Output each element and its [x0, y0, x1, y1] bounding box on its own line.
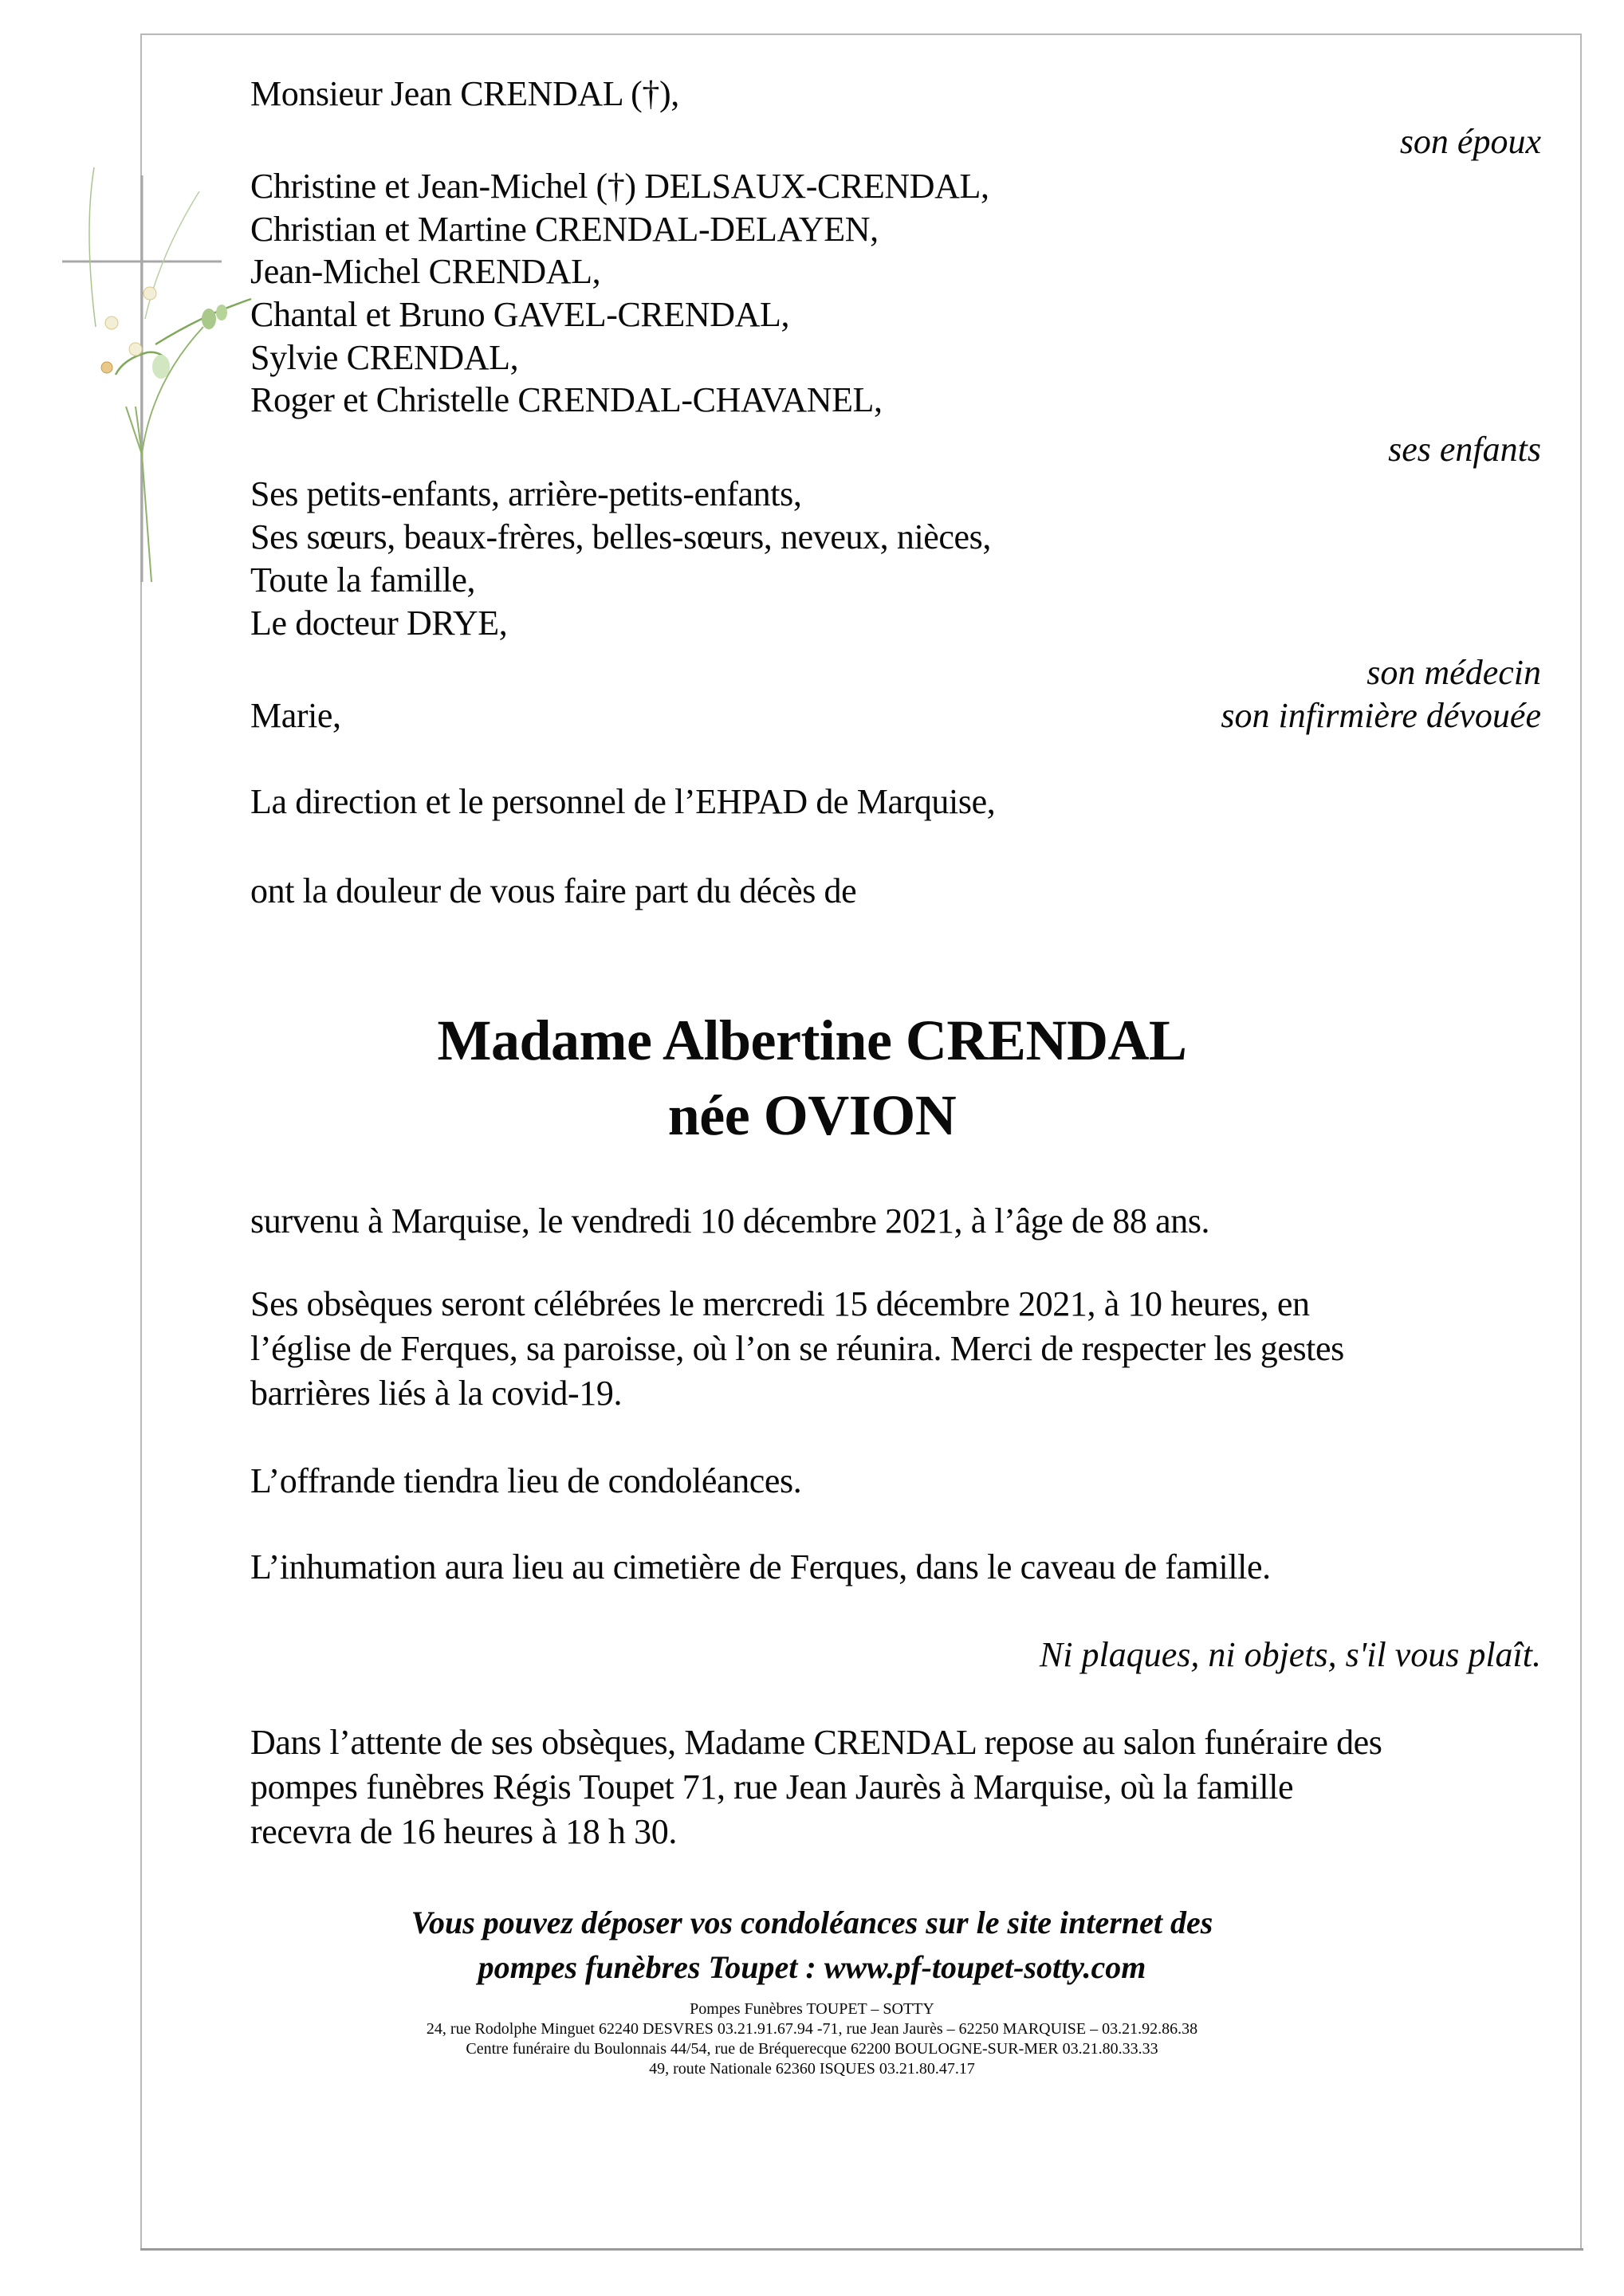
nurse-role: son infirmière dévouée	[1221, 696, 1541, 735]
footer-address: Centre funéraire du Boulonnais 44/54, rue de Bréquerecque 62200 BOULOGNE-SUR-MER 03.21.80.33.33	[466, 2040, 1158, 2058]
children-role: ses enfants	[1388, 430, 1541, 469]
viewing-line: pompes funèbres Régis Toupet 71, rue Jean Jaurès à Marquise, où la famille	[250, 1767, 1294, 1807]
announcement-line: ont la douleur de vous faire part du décès de	[250, 871, 857, 910]
viewing-line: recevra de 16 heures à 18 h 30.	[250, 1812, 677, 1851]
footer-address: 49, route Nationale 62360 ISQUES 03.21.80.47.17	[649, 2060, 975, 2078]
funeral-line: Ses obsèques seront célébrées le mercredi 15 décembre 2021, à 10 heures, en	[250, 1284, 1310, 1323]
child-line: Christian et Martine CRENDAL-DELAYEN,	[250, 210, 879, 249]
doctor-role: son médecin	[1366, 653, 1541, 692]
stem	[145, 191, 199, 319]
frame-bottom-rule	[140, 2248, 1583, 2251]
leaf	[152, 355, 170, 379]
viewing-line: Dans l’attente de ses obsèques, Madame CRENDAL repose au salon funéraire des	[250, 1723, 1382, 1762]
child-line: Sylvie CRENDAL,	[250, 338, 519, 377]
funeral-line: barrières liés à la covid-19.	[250, 1374, 623, 1413]
death-details: survenu à Marquise, le vendredi 10 décembre 2021, à l’âge de 88 ans.	[250, 1201, 1210, 1240]
child-line: Jean-Michel CRENDAL,	[250, 252, 601, 291]
relatives-line: Toute la famille,	[250, 560, 476, 600]
spouse-name: Monsieur Jean CRENDAL (†),	[250, 74, 679, 113]
stem	[89, 167, 96, 327]
leaf	[216, 305, 227, 320]
offering-line: L’offrande tiendra lieu de condoléances.	[250, 1461, 802, 1500]
flower	[101, 362, 112, 373]
flower	[129, 343, 142, 356]
child-line: Roger et Christelle CRENDAL-CHAVANEL,	[250, 380, 883, 419]
funeral-line: l’église de Ferques, sa paroisse, où l’on se réunira. Merci de respecter les gestes	[250, 1329, 1344, 1368]
flower	[105, 316, 118, 329]
nurse-name: Marie,	[250, 696, 341, 735]
footer-address: 24, rue Rodolphe Minguet 62240 DESVRES 03.21.91.67.94 -71, rue Jean Jaurès – 62250 MARQUISE – 03.21.92.86.38	[426, 2020, 1198, 2038]
condolences-line: Vous pouvez déposer vos condoléances sur le site internet des	[411, 1905, 1213, 1940]
no-flowers-note: Ni plaques, ni objets, s'il vous plaît.	[1039, 1635, 1541, 1674]
stem	[142, 327, 203, 454]
leaf	[202, 309, 216, 329]
footer-company: Pompes Funèbres TOUPET – SOTTY	[690, 2000, 934, 2018]
relatives-line: Ses petits-enfants, arrière-petits-enfants,	[250, 474, 802, 513]
relatives-line: Ses sœurs, beaux-frères, belles-sœurs, neveux, nièces,	[250, 517, 991, 556]
deceased-maiden-name: née OVION	[667, 1083, 957, 1147]
cross-flower-decoration-icon	[48, 136, 255, 614]
spouse-role: son époux	[1399, 122, 1541, 161]
ehpad-line: La direction et le personnel de l’EHPAD de Marquise,	[250, 782, 996, 821]
deceased-name: Madame Albertine CRENDAL	[437, 1008, 1187, 1072]
condolences-website[interactable]: pompes funèbres Toupet : www.pf-toupet-sotty.com	[478, 1949, 1146, 1985]
child-line: Christine et Jean-Michel (†) DELSAUX-CRENDAL,	[250, 167, 989, 206]
flower	[144, 287, 156, 300]
relatives-line: Le docteur DRYE,	[250, 603, 508, 643]
burial-line: L’inhumation aura lieu au cimetière de Ferques, dans le caveau de famille.	[250, 1547, 1271, 1586]
child-line: Chantal et Bruno GAVEL-CRENDAL,	[250, 295, 790, 334]
